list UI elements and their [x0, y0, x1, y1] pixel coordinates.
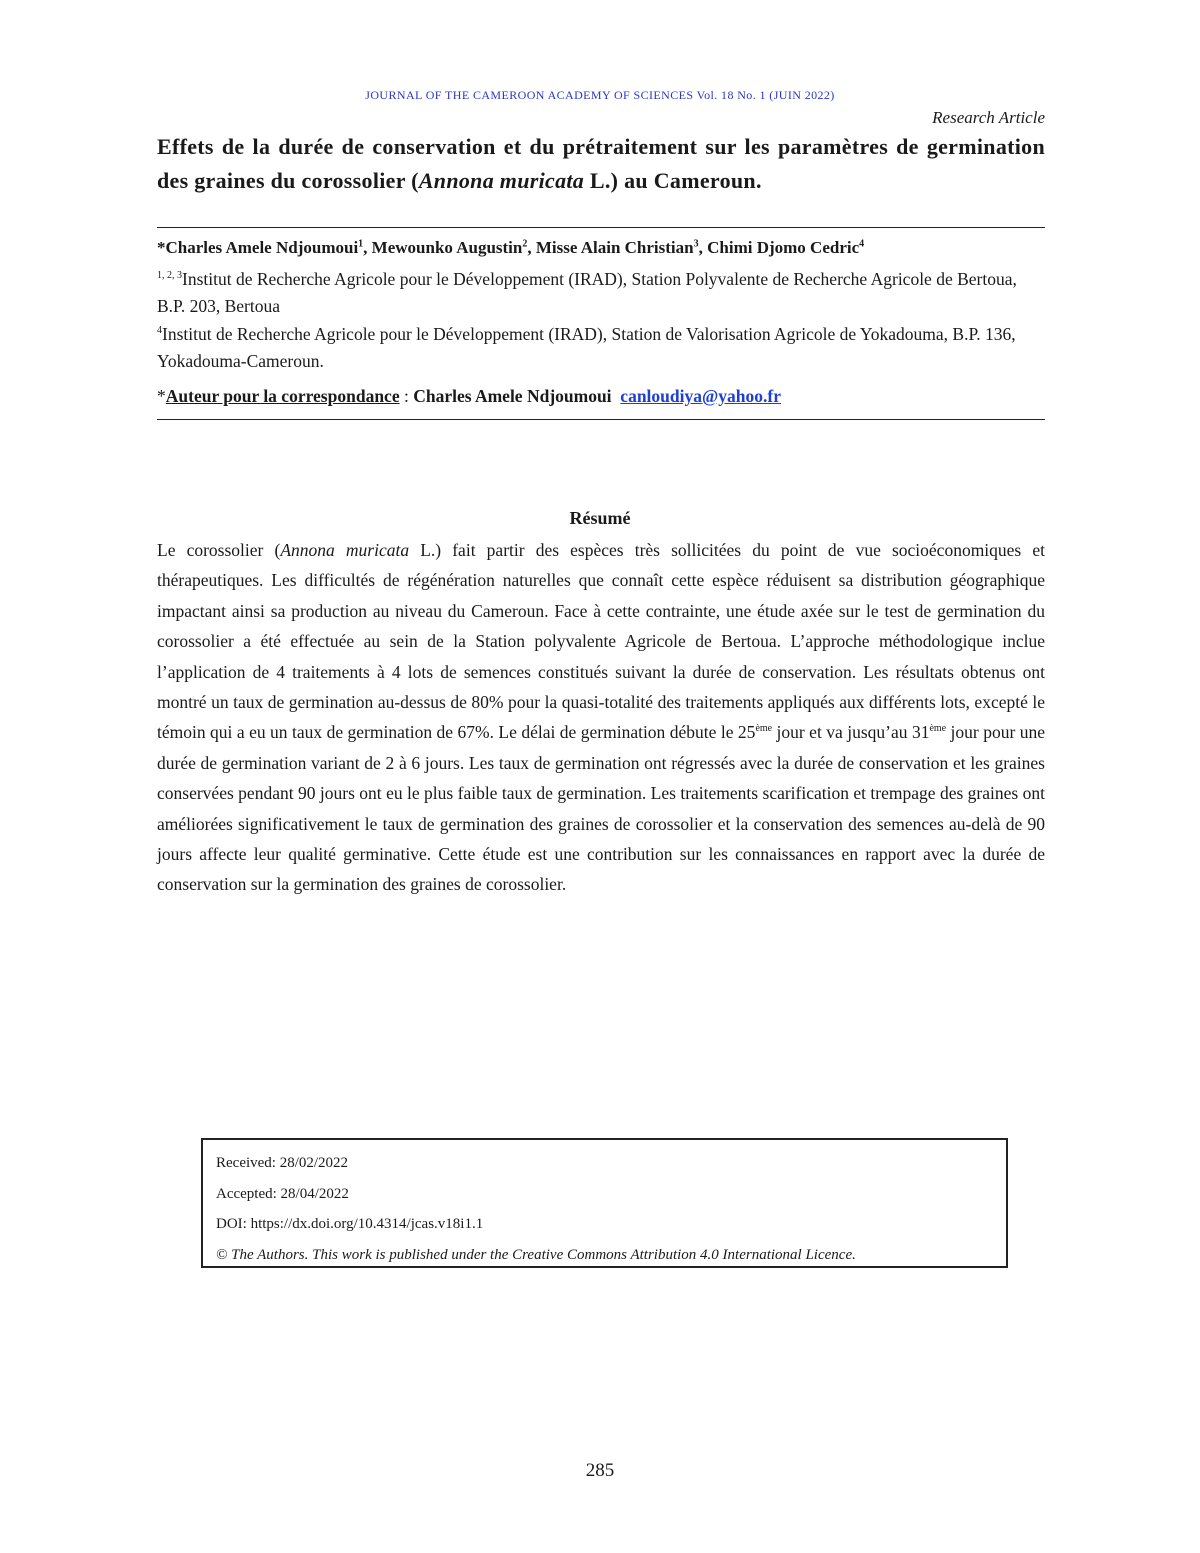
- affiliation-text: Institut de Recherche Agricole pour le Développement (IRAD), Station de Valorisation Agricole de Yokadouma, B.P. 136, Yokadouma-Cameroun.: [157, 324, 1016, 371]
- ordinal-sup: ème: [755, 723, 773, 735]
- page-number: 285: [585, 1460, 615, 1481]
- author-sup: 1: [358, 238, 364, 250]
- corr-star: *: [157, 386, 166, 406]
- author-name: *Charles Amele Ndjoumoui: [157, 238, 359, 257]
- journal-header: JOURNAL OF THE CAMEROON ACADEMY OF SCIENCES Vol. 18 No. 1 (JUIN 2022): [365, 88, 835, 102]
- corr-email-link[interactable]: canloudiya@yahoo.fr: [620, 386, 781, 406]
- author-name: Chimi Djomo Cedric: [707, 238, 860, 257]
- publication-info-box: [201, 1138, 1008, 1268]
- affiliation-sup: 4: [157, 325, 162, 337]
- abstract-text: jour et va jusqu’au 31: [772, 722, 930, 743]
- corr-colon: :: [399, 386, 414, 406]
- author-sep: ,: [527, 238, 536, 257]
- corr-label: Auteur pour la correspondance: [165, 386, 400, 406]
- doi: DOI: https://dx.doi.org/10.4314/jcas.v18i1.1: [216, 1216, 484, 1232]
- abstract-text: jour pour une durée de germination variant de 2 à 6 jours. Les taux de germination ont régressés avec la durée de conservation et les graines conservées pendant 90 jours ont eu le plus faible taux de germination. Les traitements scarification et trempage des graines ont améliorées significativement le taux de germination des graines de corossolier et la conservation des semences au-delà de 90 jours affecte leur qualité germinative. Cette étude est une contribution sur les connaissances en rapport avec la durée de conservation sur la germination des graines de corossolier.: [157, 722, 1045, 895]
- title-species: Annona muricata: [418, 168, 585, 193]
- abstract-text: Le corossolier (: [157, 540, 281, 560]
- correspondence: [157, 383, 1045, 409]
- affiliation-1: [157, 266, 1045, 320]
- abstract-text: L.) fait partir des espèces très sollicitées du point de vue socioéconomiques et thérapeutiques. Les difficultés de régénération naturelles que connaît cette espèce réduisent sa distribution géographique impactant ainsi sa production au niveau du Cameroun. Face à cette contrainte, une étude axée sur le test de germination du corossolier a été effectuée au sein de la Station polyvalente Agricole de Bertoua. L’approche méthodologique inclue l’application de 4 traitements à 4 lots de semences constitués suivant la durée de conservation. Les résultats obtenus ont montré un taux de germination au-dessus de 80% pour la quasi-totalité des traitements appliqués aux différents lots, excepté le témoin qui a eu un taux de germination de 67%. Le délai de germination débute le 25: [157, 540, 1045, 743]
- abstract-body: [157, 535, 1045, 900]
- abstract-heading: Résumé: [569, 508, 631, 528]
- author-name: Misse Alain Christian: [535, 238, 694, 257]
- corr-name: Charles Amele Ndjoumoui: [413, 386, 612, 406]
- author-sup: 4: [859, 238, 865, 250]
- bottom-rule: [157, 419, 1045, 420]
- abstract-species: Annona muricata: [280, 540, 410, 560]
- affiliation-2: [157, 321, 1045, 375]
- author-list: [157, 236, 1045, 260]
- ordinal-sup: ème: [929, 723, 947, 735]
- author-sup: 3: [693, 238, 699, 250]
- paper-title: [157, 130, 1045, 198]
- article-type: Research Article: [932, 108, 1045, 127]
- author-sep: ,: [363, 238, 372, 257]
- accepted-date: Accepted: 28/04/2022: [216, 1185, 349, 1202]
- title-part1: Effets de la durée de conservation et du prétraitement sur les paramètres de germination des graines du corossolier (: [157, 134, 1045, 193]
- title-part2: L.) au Cameroun.: [584, 168, 762, 193]
- received-date: Received: 28/02/2022: [216, 1155, 349, 1171]
- affiliation-text: Institut de Recherche Agricole pour le Développement (IRAD), Station Polyvalente de Recherche Agricole de Bertoua, B.P. 203, Bertoua: [157, 269, 1017, 316]
- author-sup: 2: [522, 238, 528, 250]
- top-rule: [157, 227, 1045, 228]
- license-text: © The Authors. This work is published under the Creative Commons Attribution 4.0 International Licence.: [216, 1246, 856, 1263]
- author-sep: ,: [698, 238, 708, 257]
- affiliation-sup: 1, 2, 3: [157, 270, 182, 282]
- author-name: Mewounko Augustin: [371, 238, 523, 257]
